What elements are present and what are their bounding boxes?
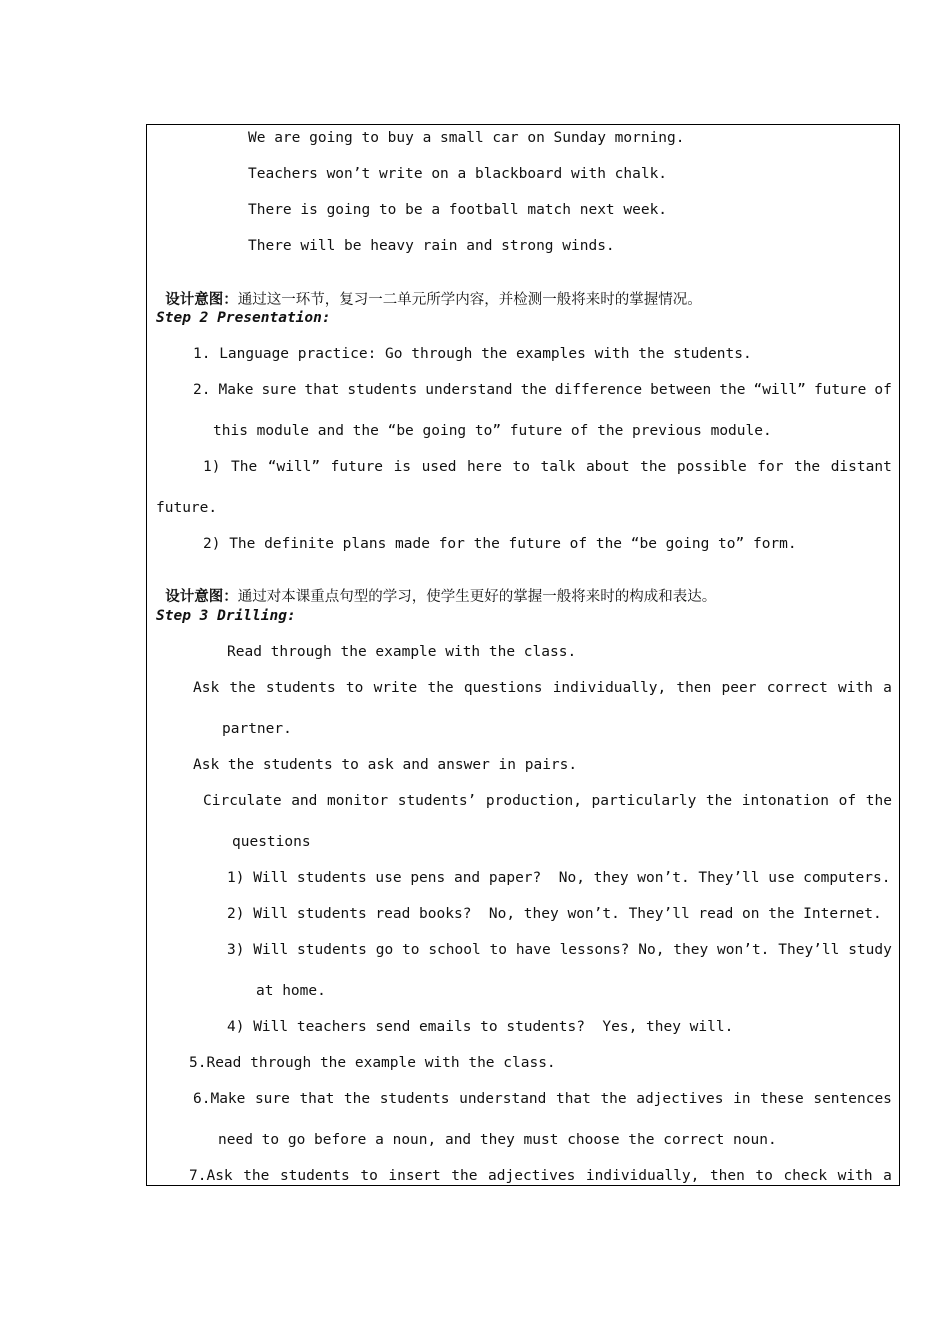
step3-question-3-line2: at home. [256,983,326,999]
step2-title: Step 2 Presentation: [156,310,331,326]
design-intent-1 [156,273,702,309]
step3-item7: 7.Ask the students to insert the adjectives individually, then to check with a [189,1168,892,1184]
intro-sentence-2: Teachers won’t write on a blackboard with chalk. [248,166,668,182]
design-intent-label: 设计意图： [165,292,238,308]
intro-sentence-1: We are going to buy a small car on Sunday morning. [248,130,685,146]
design-intent-text: 通过这一环节，复习一二单元所学内容，并检测一般将来时的掌握情况。 [237,292,702,308]
intro-sentence-3: There is going to be a football match next week. [248,202,668,218]
step2-item2-line1: 2. Make sure that students understand the difference between the “will” future of [193,382,892,398]
step3-title: Step 3 Drilling: [156,608,296,624]
step3-circulate-line2: questions [232,834,311,850]
step3-item6-line1: 6.Make sure that the students understand that the adjectives in these sentences [193,1091,892,1107]
step2-item2-line2: this module and the “be going to” future of the previous module. [213,423,772,439]
step2-sub1-line1: 1) The “will” future is used here to talk about the possible for the distant [203,459,892,475]
design-intent-label: 设计意图： [165,589,238,605]
step3-circulate-line1: Circulate and monitor students’ production, particularly the intonation of the [203,793,892,809]
design-intent-text: 通过对本课重点句型的学习，使学生更好的掌握一般将来时的构成和表达。 [237,589,717,605]
step3-ask-write-line1: Ask the students to write the questions individually, then peer correct with a [193,680,892,696]
step3-question-3-line1: 3) Will students go to school to have lessons? No, they won’t. They’ll study [227,942,892,958]
design-intent-2 [156,570,716,606]
step3-ask-write-line2: partner. [222,721,292,737]
step3-question-1: 1) Will students use pens and paper? No, they won’t. They’ll use computers. [227,870,891,886]
step3-item6-line2: need to go before a noun, and they must choose the correct noun. [218,1132,777,1148]
step3-read-example: Read through the example with the class. [227,644,577,660]
step3-question-2: 2) Will students read books? No, they won’t. They’ll read on the Internet. [227,906,882,922]
step2-item1: 1. Language practice: Go through the examples with the students. [193,346,752,362]
step3-item5: 5.Read through the example with the class. [189,1055,556,1071]
step3-ask-pairs: Ask the students to ask and answer in pairs. [193,757,578,773]
step2-sub1-line2: future. [156,500,218,516]
step2-sub2: 2) The definite plans made for the future of the “be going to” form. [203,536,797,552]
intro-sentence-4: There will be heavy rain and strong winds. [248,238,615,254]
step3-question-4: 4) Will teachers send emails to students? Yes, they will. [227,1019,734,1035]
